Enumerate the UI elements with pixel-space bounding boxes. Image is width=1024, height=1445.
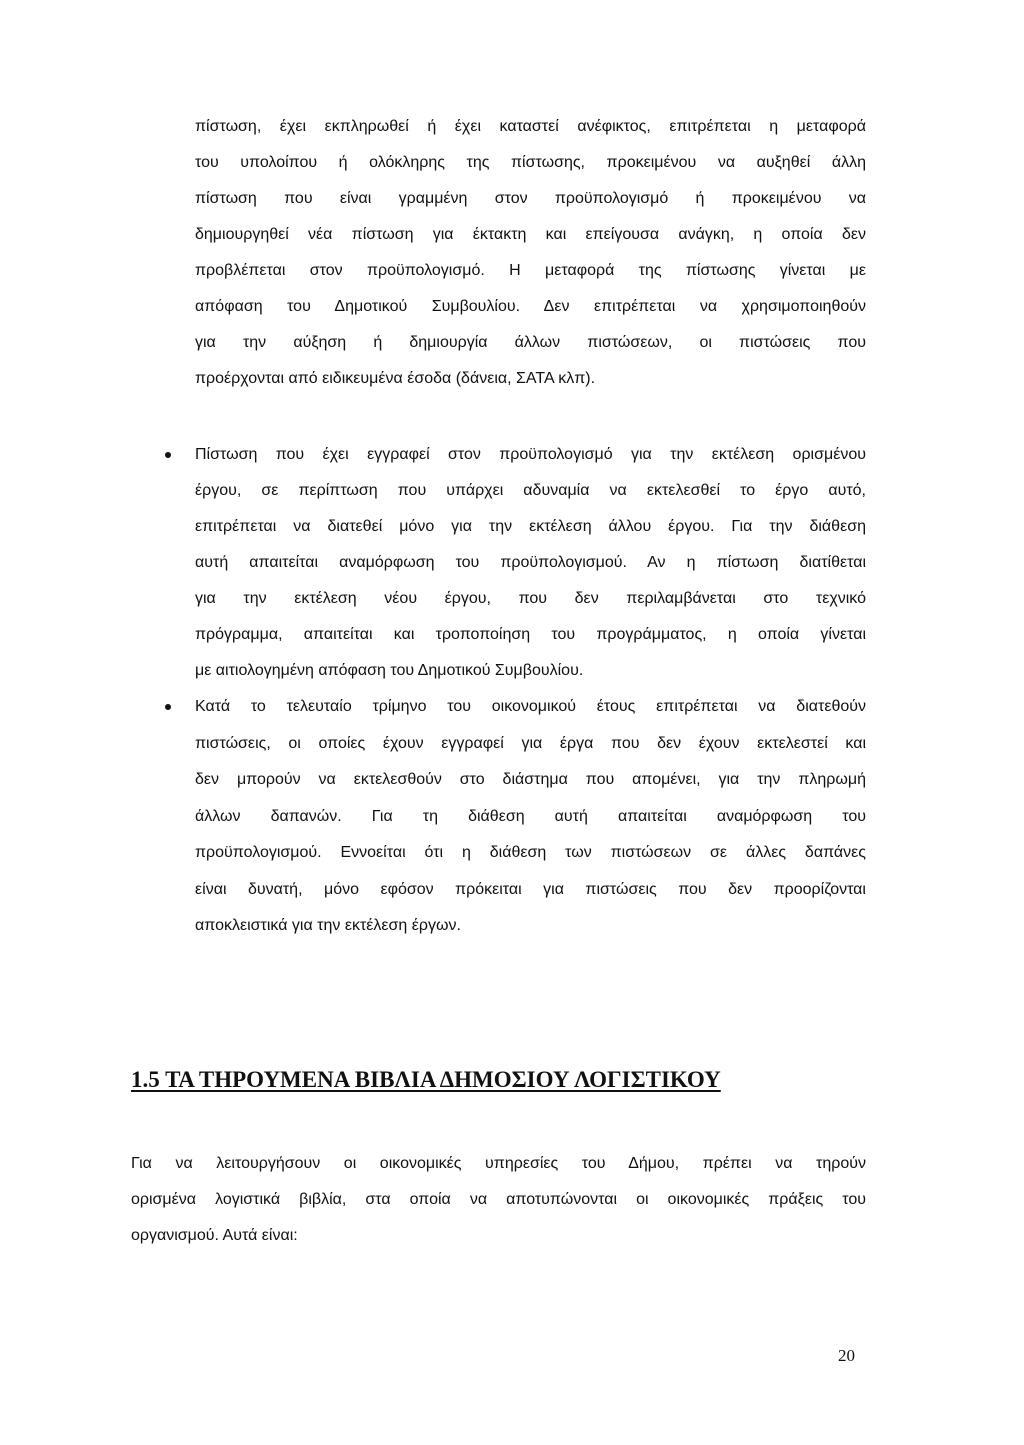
text-line-content: προβλέπεται στον προϋπολογισμό. Η μεταφορά της πίστωσης γίνεται με (195, 262, 866, 279)
text-line (195, 653, 866, 689)
text-line (195, 908, 866, 945)
text-line (195, 289, 866, 325)
text-line (195, 799, 866, 836)
text-line-content: Για να λειτουργήσουν οι οικονομικές υπηρεσίες του Δήμου, πρέπει να τηρούν (131, 1155, 866, 1172)
text-line (195, 509, 866, 545)
text-line (195, 581, 866, 617)
bullet-item-last-quarter (195, 689, 866, 945)
page-number: 20 (838, 1346, 855, 1365)
text-line-content: με αιτιολογημένη απόφαση του Δημοτικού Συμβουλίου. (195, 662, 584, 679)
text-line-content: για την εκτέλεση νέου έργου, που δεν περιλαμβάνεται στο τεχνικό (195, 590, 866, 607)
text-line (195, 145, 866, 181)
text-line-content: προέρχονται από ειδικευμένα έσοδα (δάνεια, ΣΑΤΑ κλπ). (195, 370, 596, 387)
text-line-content: άλλων δαπανών. Για τη διάθεση αυτή απαιτείται αναμόρφωση του (195, 807, 866, 825)
text-line-content: αποκλειστικά για την εκτέλεση έργων. (195, 917, 461, 934)
text-line (195, 361, 866, 397)
text-line (195, 253, 866, 289)
text-line-content: δημιουργηθεί νέα πίστωση για έκτακτη και επείγουσα ανάγκη, η οποία δεν (195, 226, 866, 243)
text-line-content: πίστωση που είναι γραμμένη στον προϋπολογισμό ή προκειμένου να (195, 190, 866, 207)
text-line (195, 689, 866, 726)
text-line-content: πρόγραμμα, απαιτείται και τροποποίηση του προγράμματος, η οποία γίνεται (195, 626, 866, 643)
text-line (195, 473, 866, 509)
text-line (195, 545, 866, 581)
text-line-content: είναι δυνατή, μόνο εφόσον πρόκειται για πιστώσεις που δεν προορίζονται (195, 880, 866, 898)
text-line-content: του υπολοίπου ή ολόκληρης της πίστωσης, προκειμένου να αυξηθεί άλλη (195, 154, 866, 171)
text-line (131, 1218, 866, 1254)
text-line (195, 325, 866, 361)
text-line (195, 617, 866, 653)
text-line-content: επιτρέπεται να διατεθεί μόνο για την εκτέλεση άλλου έργου. Για την διάθεση (195, 518, 866, 535)
section-heading: 1.5 ΤΑ ΤΗΡΟΥΜΕΝΑ ΒΙΒΛΙΑ ΔΗΜΟΣΙΟΥ ΛΟΓΙΣΤΙΚΟΥ (131, 1067, 721, 1092)
text-line (195, 835, 866, 872)
text-line-content: προϋπολογισμού. Εννοείται ότι η διάθεση των πιστώσεων σε άλλες δαπάνες (195, 844, 866, 861)
text-line-content: απόφαση του Δημοτικού Συμβουλίου. Δεν επιτρέπεται να χρησιμοποιηθούν (195, 298, 866, 315)
text-line (195, 109, 866, 145)
text-line (131, 1182, 866, 1218)
text-line-content: δεν μπορούν να εκτελεσθούν στο διάστημα που απομένει, για την πληρωμή (195, 771, 866, 788)
text-line (195, 762, 866, 799)
paragraph-credit-transfer (195, 109, 866, 397)
text-line-content: πιστώσεις, οι οποίες έχουν εγγραφεί για έργα που δεν έχουν εκτελεστεί και (195, 734, 866, 752)
text-line-content: οργανισμού. Αυτά είναι: (131, 1227, 298, 1244)
text-line-content: πίστωση, έχει εκπληρωθεί ή έχει καταστεί ανέφικτος, επιτρέπεται η μεταφορά (195, 118, 866, 135)
text-line-content: για την αύξηση ή δημιουργία άλλων πιστώσεων, οι πιστώσεις που (195, 334, 866, 351)
text-line-content: αυτή απαιτείται αναμόρφωση του προϋπολογισμού. Αν η πίστωση διατίθεται (195, 554, 866, 571)
text-line (131, 1146, 866, 1182)
text-line (195, 217, 866, 253)
text-line (195, 872, 866, 909)
text-line-content: Πίστωση που έχει εγγραφεί στον προϋπολογισμό για την εκτέλεση ορισμένου (195, 446, 866, 463)
text-line (195, 726, 866, 763)
text-line-content: έργου, σε περίπτωση που υπάρχει αδυναμία να εκτελεσθεί το έργο αυτό, (195, 482, 866, 499)
text-line (195, 181, 866, 217)
text-line-content: ορισμένα λογιστικά βιβλία, στα οποία να αποτυπώνονται οι οικονομικές πράξεις του (131, 1191, 866, 1208)
text-line (195, 437, 866, 473)
bullet-item-project-credit (195, 437, 866, 689)
bullet-icon (165, 452, 171, 458)
bullet-icon (165, 704, 171, 710)
text-line-content: Κατά το τελευταίο τρίμηνο του οικονομικού έτους επιτρέπεται να διατεθούν (195, 698, 866, 715)
paragraph-accounting-books (131, 1146, 866, 1254)
